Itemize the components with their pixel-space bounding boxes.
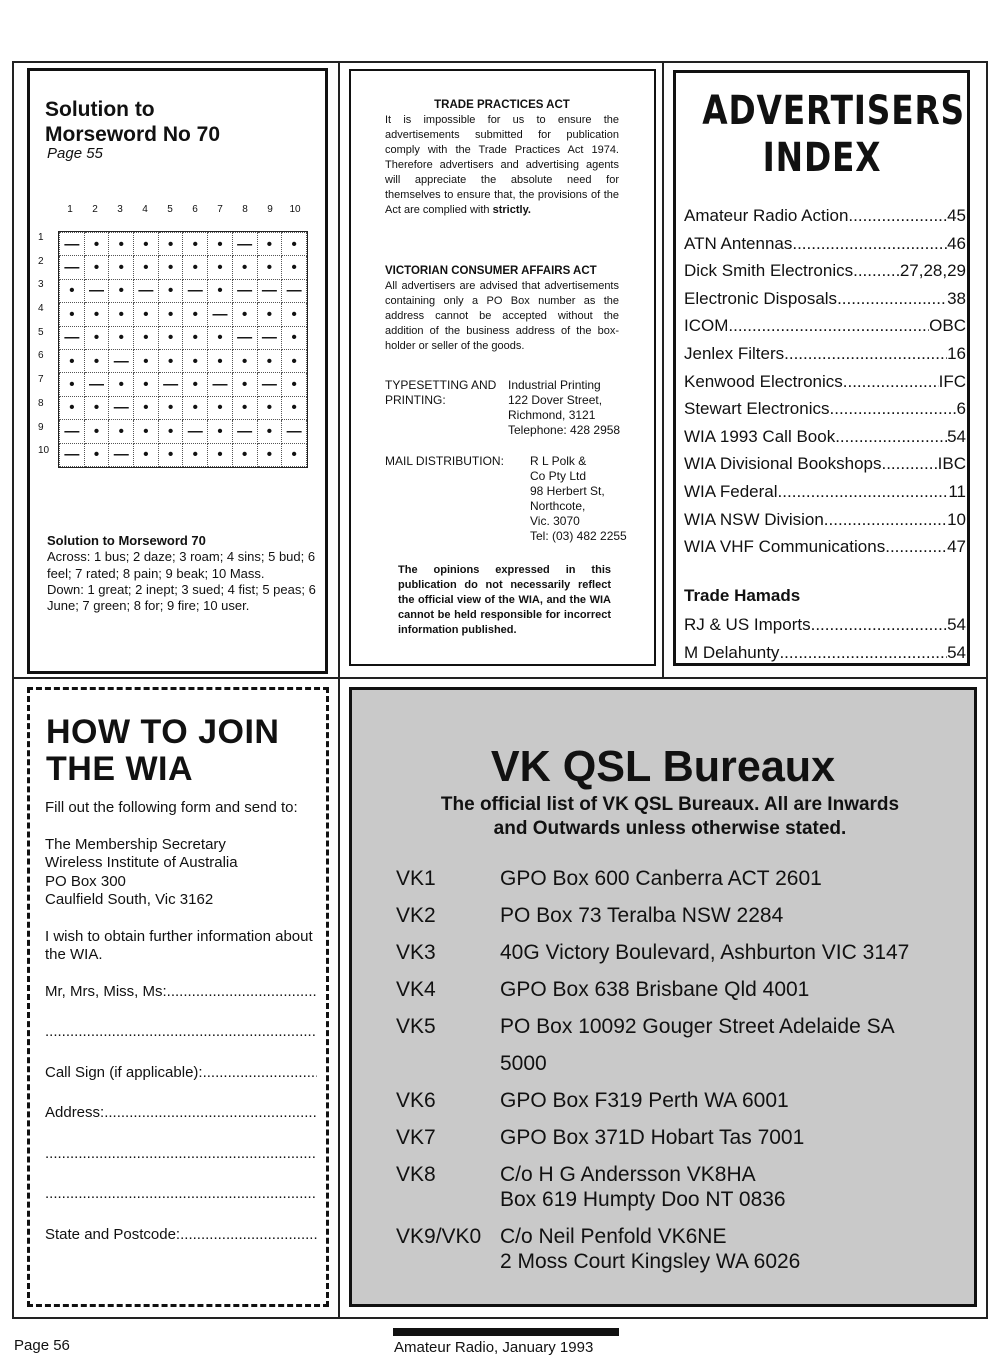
qsl-address-line: C/o Neil Penfold VK6NE — [500, 1225, 727, 1248]
grid-cell: • — [183, 349, 208, 372]
address-field[interactable]: Address: ..... — [45, 1104, 317, 1123]
grid-cell: — — [134, 279, 159, 302]
address-line: Caulfield South, Vic 3162 — [45, 891, 214, 908]
grid-cell: • — [183, 443, 208, 466]
grid-row — [60, 396, 307, 419]
grid-column-number: 10 — [289, 204, 301, 215]
grid-cell: • — [109, 279, 134, 302]
grid-cell: — — [84, 373, 109, 396]
vic-consumer-heading: VICTORIAN CONSUMER AFFAIRS ACT — [385, 265, 597, 277]
grid-row-number: 2 — [38, 255, 44, 267]
grid-cell: • — [257, 256, 282, 279]
grid-cell: • — [158, 326, 183, 349]
grid-column-number: 1 — [67, 204, 73, 215]
advertiser-name: RJ & US Imports — [684, 615, 811, 634]
advertiser-page: 54 — [947, 615, 966, 634]
grid-row — [60, 279, 307, 302]
qsl-address-line: C/o H G Andersson VK8HA — [500, 1163, 756, 1186]
typesetting-line: Richmond, 3121 — [508, 408, 596, 422]
qsl-code: VK7 — [396, 1126, 436, 1149]
grid-cell: • — [232, 349, 257, 372]
typesetting-label: TYPESETTING AND PRINTING: — [385, 378, 497, 407]
advertisers-index-title: ADVERTISERS INDEX — [702, 88, 965, 181]
grid-cell: • — [208, 420, 233, 443]
leader-dots — [811, 611, 947, 639]
grid-cell: • — [208, 396, 233, 419]
morseword-title: Solution to Morseword No 70 — [45, 98, 221, 146]
grid-cell: • — [134, 420, 159, 443]
grid-cell: — — [60, 420, 85, 443]
advertiser-entry — [684, 285, 966, 313]
leader-dots — [830, 395, 957, 423]
grid-cell: — — [232, 279, 257, 302]
grid-cell: • — [158, 349, 183, 372]
advertiser-page: 38 — [947, 288, 966, 308]
trade-practices-heading: TRADE PRACTICES ACT — [434, 99, 570, 111]
grid-row-number: 6 — [38, 350, 44, 362]
advertiser-page: 16 — [947, 343, 966, 363]
grid-cell: • — [282, 303, 307, 326]
advertiser-page: 54 — [947, 642, 966, 662]
qsl-code: VK5 — [396, 1015, 436, 1038]
grid-cell: • — [134, 303, 159, 326]
grid-cell: • — [109, 326, 134, 349]
solution-across: Across: 1 bus; 2 daze; 3 roam; 4 sins; 5 bud; 6 feel; 7 rated; 8 pain; 9 beak; 10 Mass. — [47, 549, 316, 581]
qsl-bureaux-title: VK QSL Bureaux — [490, 742, 836, 791]
grid-cell: • — [257, 303, 282, 326]
grid-column-number: 8 — [242, 204, 248, 215]
name-field[interactable]: Mr, Mrs, Miss, Ms: ..... — [45, 983, 317, 1002]
grid-cell: • — [208, 349, 233, 372]
typesetting-line: Industrial Printing — [508, 378, 601, 392]
grid-cell: • — [134, 349, 159, 372]
name-field-continued[interactable] — [45, 1023, 317, 1042]
grid-cell: • — [158, 443, 183, 466]
advertiser-page: IBC — [937, 454, 966, 474]
advertiser-page: OBC — [929, 316, 966, 336]
grid-cell: • — [60, 396, 85, 419]
grid-column-number: 4 — [142, 204, 148, 215]
grid-row — [60, 256, 307, 279]
advertiser-page: 46 — [947, 233, 966, 253]
grid-cell: • — [109, 420, 134, 443]
typesetting-line: 122 Dover Street, — [508, 393, 603, 407]
advertiser-name: WIA Federal — [684, 481, 778, 501]
mail-line: Vic. 3070 — [530, 514, 580, 528]
qsl-bureaux-list — [396, 860, 966, 1280]
grid-column-number: 2 — [92, 204, 98, 215]
leader-dots — [778, 478, 949, 506]
grid-row-numbers — [38, 231, 52, 468]
qsl-code: VK8 — [396, 1163, 436, 1186]
grid-cell: — — [232, 420, 257, 443]
advertisers-list — [684, 202, 966, 561]
grid-cell: — — [60, 233, 85, 256]
qsl-address-line: PO Box 73 Teralba NSW 2284 — [500, 904, 784, 927]
grid-cell: • — [84, 349, 109, 372]
grid-cell: • — [183, 233, 208, 256]
grid-cell: • — [134, 396, 159, 419]
leader-dots — [728, 312, 929, 340]
grid-cell: • — [60, 373, 85, 396]
qsl-address-line: 40G Victory Boulevard, Ashburton VIC 3147 — [500, 941, 910, 964]
grid-cell: • — [208, 279, 233, 302]
qsl-address — [500, 1156, 966, 1218]
qsl-entry — [396, 971, 966, 1008]
qsl-address — [500, 1119, 966, 1156]
grid-row — [60, 326, 307, 349]
advertiser-page: 54 — [947, 426, 966, 446]
grid-cell: • — [183, 303, 208, 326]
advertiser-entry — [684, 312, 966, 340]
grid-column-number: 7 — [217, 204, 223, 215]
advertiser-page: 11 — [948, 481, 966, 501]
footer-rule — [393, 1328, 619, 1336]
address-line: Wireless Institute of Australia — [45, 854, 238, 871]
leader-dots — [792, 230, 947, 258]
grid-cell: • — [257, 420, 282, 443]
grid-cell: • — [158, 279, 183, 302]
mail-line: 98 Herbert St, — [530, 484, 605, 498]
grid-row-number: 7 — [38, 374, 44, 386]
advertiser-entry — [684, 395, 966, 423]
morseword-page-ref: Page 55 — [47, 145, 103, 162]
qsl-address — [500, 897, 966, 934]
grid-cell: • — [183, 373, 208, 396]
grid-row — [60, 303, 307, 326]
qsl-address-line: GPO Box 371D Hobart Tas 7001 — [500, 1126, 805, 1149]
grid-cell: • — [232, 303, 257, 326]
grid-cell: • — [257, 233, 282, 256]
join-wia-title: HOW TO JOIN THE WIA — [46, 713, 280, 788]
grid-cell: • — [60, 303, 85, 326]
qsl-code: VK2 — [396, 904, 436, 927]
qsl-bureaux-subtitle: The official list of VK QSL Bureaux. All are Inwards and Outwards unless otherwise stated. — [440, 794, 900, 839]
grid-cell: • — [232, 373, 257, 396]
grid-cell: — — [282, 420, 307, 443]
qsl-entry — [396, 897, 966, 934]
leader-dots — [881, 450, 937, 478]
grid-row-number: 9 — [38, 421, 44, 433]
state-postcode-field[interactable]: State and Postcode: ..... — [45, 1226, 317, 1245]
advertiser-name: Dick Smith Electronics — [684, 261, 854, 281]
trade-hamads-list — [684, 611, 966, 666]
qsl-address-line: GPO Box 638 Brisbane Qld 4001 — [500, 978, 810, 1001]
advertiser-entry — [684, 450, 966, 478]
grid-cell: • — [158, 303, 183, 326]
qsl-address — [500, 1218, 966, 1280]
grid-cell: — — [60, 326, 85, 349]
qsl-address-line: Box 619 Humpty Doo NT 0836 — [500, 1188, 786, 1211]
grid-cell: — — [183, 279, 208, 302]
trade-practices-text: It is impossible for us to ensure the advertisements submitted for publication comply with the Trade Practices Act 1974. Therefore advertisers and advertising agents will appreciate the absolute need for themselves to ensure that, the provisions of the Act are complied with — [385, 114, 619, 216]
grid-cell: • — [60, 349, 85, 372]
advertiser-entry — [684, 423, 966, 451]
address-field-line3[interactable] — [45, 1185, 317, 1204]
advertiser-page: IFC — [938, 371, 966, 391]
mail-line: R L Polk & — [530, 454, 587, 468]
qsl-address — [500, 860, 966, 897]
qsl-entry — [396, 1082, 966, 1119]
qsl-code: VK1 — [396, 867, 436, 890]
advertiser-name: WIA 1993 Call Book — [684, 426, 836, 446]
grid-cell: • — [232, 396, 257, 419]
solution-down: Down: 1 great; 2 inept; 3 sued; 4 fist; 5 peas; 6 June; 7 green; 8 for; 9 fire; 10 user. — [47, 581, 316, 614]
grid-cell: — — [60, 256, 85, 279]
qsl-address — [500, 971, 966, 1008]
grid-cell: • — [282, 396, 307, 419]
qsl-address-line: GPO Box 600 Canberra ACT 2601 — [500, 867, 822, 890]
grid-row-number: 10 — [38, 445, 50, 457]
qsl-address-line: GPO Box F319 Perth WA 6001 — [500, 1089, 789, 1112]
leader-dots — [837, 285, 947, 313]
grid-cell: • — [208, 326, 233, 349]
grid-cell: • — [282, 373, 307, 396]
grid-cell: • — [282, 349, 307, 372]
trade-practices-strictly: strictly. — [492, 204, 531, 216]
grid-cell: • — [134, 233, 159, 256]
grid-cell: — — [60, 443, 85, 466]
grid-cell: • — [183, 326, 208, 349]
membership-address — [45, 836, 317, 910]
grid-cell: • — [60, 279, 85, 302]
grid-cell: — — [282, 279, 307, 302]
grid-cell: • — [134, 326, 159, 349]
advertiser-name: Jenlex Filters — [684, 343, 785, 363]
grid-column-number: 3 — [117, 204, 123, 215]
advertiser-entry — [684, 478, 966, 506]
grid-row — [60, 420, 307, 443]
grid-cell: • — [158, 256, 183, 279]
grid-cell: — — [257, 279, 282, 302]
row-divider — [12, 677, 988, 679]
grid-cell: • — [84, 396, 109, 419]
advertiser-name: ICOM — [684, 316, 729, 336]
qsl-entry — [396, 860, 966, 897]
grid-cell: • — [208, 233, 233, 256]
mail-label: MAIL DISTRIBUTION: — [385, 454, 504, 468]
grid-cell: • — [109, 233, 134, 256]
qsl-code: VK3 — [396, 941, 436, 964]
advertiser-name: Electronic Disposals — [684, 288, 838, 308]
grid-cell: • — [257, 349, 282, 372]
callsign-field[interactable]: Call Sign (if applicable): ..... — [45, 1064, 317, 1083]
address-line: PO Box 300 — [45, 872, 126, 890]
grid-cell: — — [232, 326, 257, 349]
grid-row — [60, 373, 307, 396]
qsl-entry — [396, 1119, 966, 1156]
grid-cell: • — [282, 256, 307, 279]
qsl-address — [500, 934, 966, 971]
advertiser-page: 6 — [956, 399, 966, 419]
grid-cell: • — [84, 256, 109, 279]
grid-cell: — — [208, 303, 233, 326]
grid-cell: • — [134, 373, 159, 396]
address-field-line2[interactable] — [45, 1145, 317, 1164]
page-number: Page 56 — [14, 1337, 70, 1354]
typesetting-address — [508, 378, 648, 438]
grid-row — [60, 233, 307, 256]
advertiser-entry — [684, 340, 966, 368]
grid-cell: • — [134, 256, 159, 279]
grid-row-number: 1 — [38, 232, 44, 243]
grid-cell: — — [208, 373, 233, 396]
typesetting-line: Telephone: 428 2958 — [508, 423, 621, 437]
trade-hamads-heading: Trade Hamads — [684, 586, 801, 605]
leader-dots — [784, 340, 947, 368]
grid-cell: • — [109, 373, 134, 396]
grid-cell: • — [208, 256, 233, 279]
grid-row-number: 8 — [38, 397, 44, 409]
mail-line: Co Pty Ltd — [530, 469, 587, 483]
grid-cell: • — [208, 443, 233, 466]
morseword-solution-text — [47, 533, 319, 614]
grid-cell: • — [257, 443, 282, 466]
qsl-code: VK9/VK0 — [396, 1225, 482, 1248]
advertiser-page: 47 — [947, 537, 966, 557]
qsl-code: VK6 — [396, 1089, 436, 1112]
advertiser-name: Amateur Radio Action — [684, 206, 849, 225]
grid-cell: • — [109, 256, 134, 279]
trade-practices-section — [385, 98, 619, 218]
mail-line: Northcote, — [530, 499, 586, 513]
grid-cell: • — [282, 443, 307, 466]
grid-column-number: 9 — [267, 204, 273, 215]
grid-cell: • — [282, 233, 307, 256]
join-wia-form — [45, 799, 317, 1266]
grid-cell: — — [257, 326, 282, 349]
grid-row — [60, 349, 307, 372]
leader-dots — [779, 639, 947, 667]
grid-row-number: 4 — [38, 303, 44, 315]
advertiser-name: Stewart Electronics — [684, 399, 830, 419]
qsl-address-line: 5000 — [500, 1052, 547, 1075]
mail-line: Tel: (03) 482 2255 — [530, 529, 627, 543]
advertiser-entry — [684, 368, 966, 396]
grid-cell: — — [84, 279, 109, 302]
grid-cell: — — [257, 373, 282, 396]
grid-cell: • — [84, 420, 109, 443]
advertiser-page: 45 — [947, 206, 966, 225]
grid-cell: — — [109, 349, 134, 372]
morseword-grid — [58, 231, 308, 468]
grid-cell: • — [232, 443, 257, 466]
advertiser-entry — [684, 506, 966, 534]
column-divider-left — [338, 61, 340, 1319]
advertiser-name: WIA Divisional Bookshops — [684, 454, 882, 474]
join-info: I wish to obtain further information about the WIA. — [45, 927, 313, 963]
qsl-address-line: 2 Moss Court Kingsley WA 6026 — [500, 1250, 801, 1273]
trade-hamad-entry — [684, 611, 966, 639]
advertiser-page: 27,28,29 — [899, 261, 966, 281]
advertiser-entry — [684, 257, 966, 285]
join-intro: Fill out the following form and send to: — [45, 799, 298, 816]
grid-cell: — — [109, 443, 134, 466]
advertiser-name: Kenwood Electronics — [684, 371, 843, 391]
leader-dots — [824, 506, 947, 534]
grid-cell: • — [109, 303, 134, 326]
grid-cell: • — [282, 326, 307, 349]
grid-cell: • — [158, 233, 183, 256]
qsl-address — [500, 1082, 966, 1119]
qsl-code: VK4 — [396, 978, 436, 1001]
advertiser-name: M Delahunty — [684, 642, 780, 662]
grid-column-number: 6 — [192, 204, 198, 215]
qsl-entry — [396, 1156, 966, 1218]
grid-cell: — — [183, 420, 208, 443]
vic-consumer-section — [385, 264, 619, 354]
grid-row-number: 5 — [38, 326, 44, 338]
advertiser-name: ATN Antennas — [684, 233, 793, 253]
issue-name: Amateur Radio, January 1993 — [394, 1339, 594, 1356]
grid-cell: • — [84, 303, 109, 326]
mail-address — [530, 454, 650, 544]
leader-dots — [848, 202, 947, 230]
qsl-address — [500, 1008, 966, 1082]
leader-dots — [853, 257, 900, 285]
qsl-entry — [396, 934, 966, 971]
advertiser-page: 10 — [947, 509, 966, 529]
qsl-entry — [396, 1008, 966, 1082]
grid-cell: • — [183, 396, 208, 419]
advertiser-entry — [684, 230, 966, 258]
trade-hamad-entry — [684, 639, 966, 667]
grid-column-number: 5 — [167, 204, 173, 215]
vic-consumer-text: All advertisers are advised that advertisements containing only a PO Box number as the address cannot be accepted without the addition of the business address of the box-holder or seller of the goods. — [385, 280, 619, 352]
qsl-entry — [396, 1218, 966, 1280]
advertiser-entry — [684, 533, 966, 561]
leader-dots — [843, 368, 939, 396]
grid-cell: — — [232, 233, 257, 256]
address-line: The Membership Secretary — [45, 835, 226, 853]
grid-cell: • — [158, 396, 183, 419]
grid-cell: • — [84, 443, 109, 466]
grid-cell: • — [84, 233, 109, 256]
grid-row-number: 3 — [38, 279, 44, 291]
grid-cell: • — [84, 326, 109, 349]
grid-cell: • — [257, 396, 282, 419]
solution-heading: Solution to Morseword 70 — [47, 533, 206, 548]
leader-dots — [835, 423, 947, 451]
column-divider-right — [662, 61, 664, 677]
opinion-disclaimer: The opinions expressed in this publication do not necessarily reflect the official view of the WIA, and the WIA cannot be held responsible for incorrect information published. — [398, 564, 611, 636]
leader-dots — [885, 533, 947, 561]
grid-cell: • — [183, 256, 208, 279]
grid-cell: • — [134, 443, 159, 466]
advertiser-name: WIA NSW Division — [684, 509, 824, 529]
grid-cell: — — [158, 373, 183, 396]
grid-cell: • — [232, 256, 257, 279]
qsl-address-line: PO Box 10092 Gouger Street Adelaide SA — [500, 1015, 895, 1038]
advertiser-entry — [684, 202, 966, 230]
grid-cell: — — [109, 396, 134, 419]
advertiser-name: WIA VHF Communications — [684, 537, 886, 557]
grid-row — [60, 443, 307, 466]
grid-cell: • — [158, 420, 183, 443]
